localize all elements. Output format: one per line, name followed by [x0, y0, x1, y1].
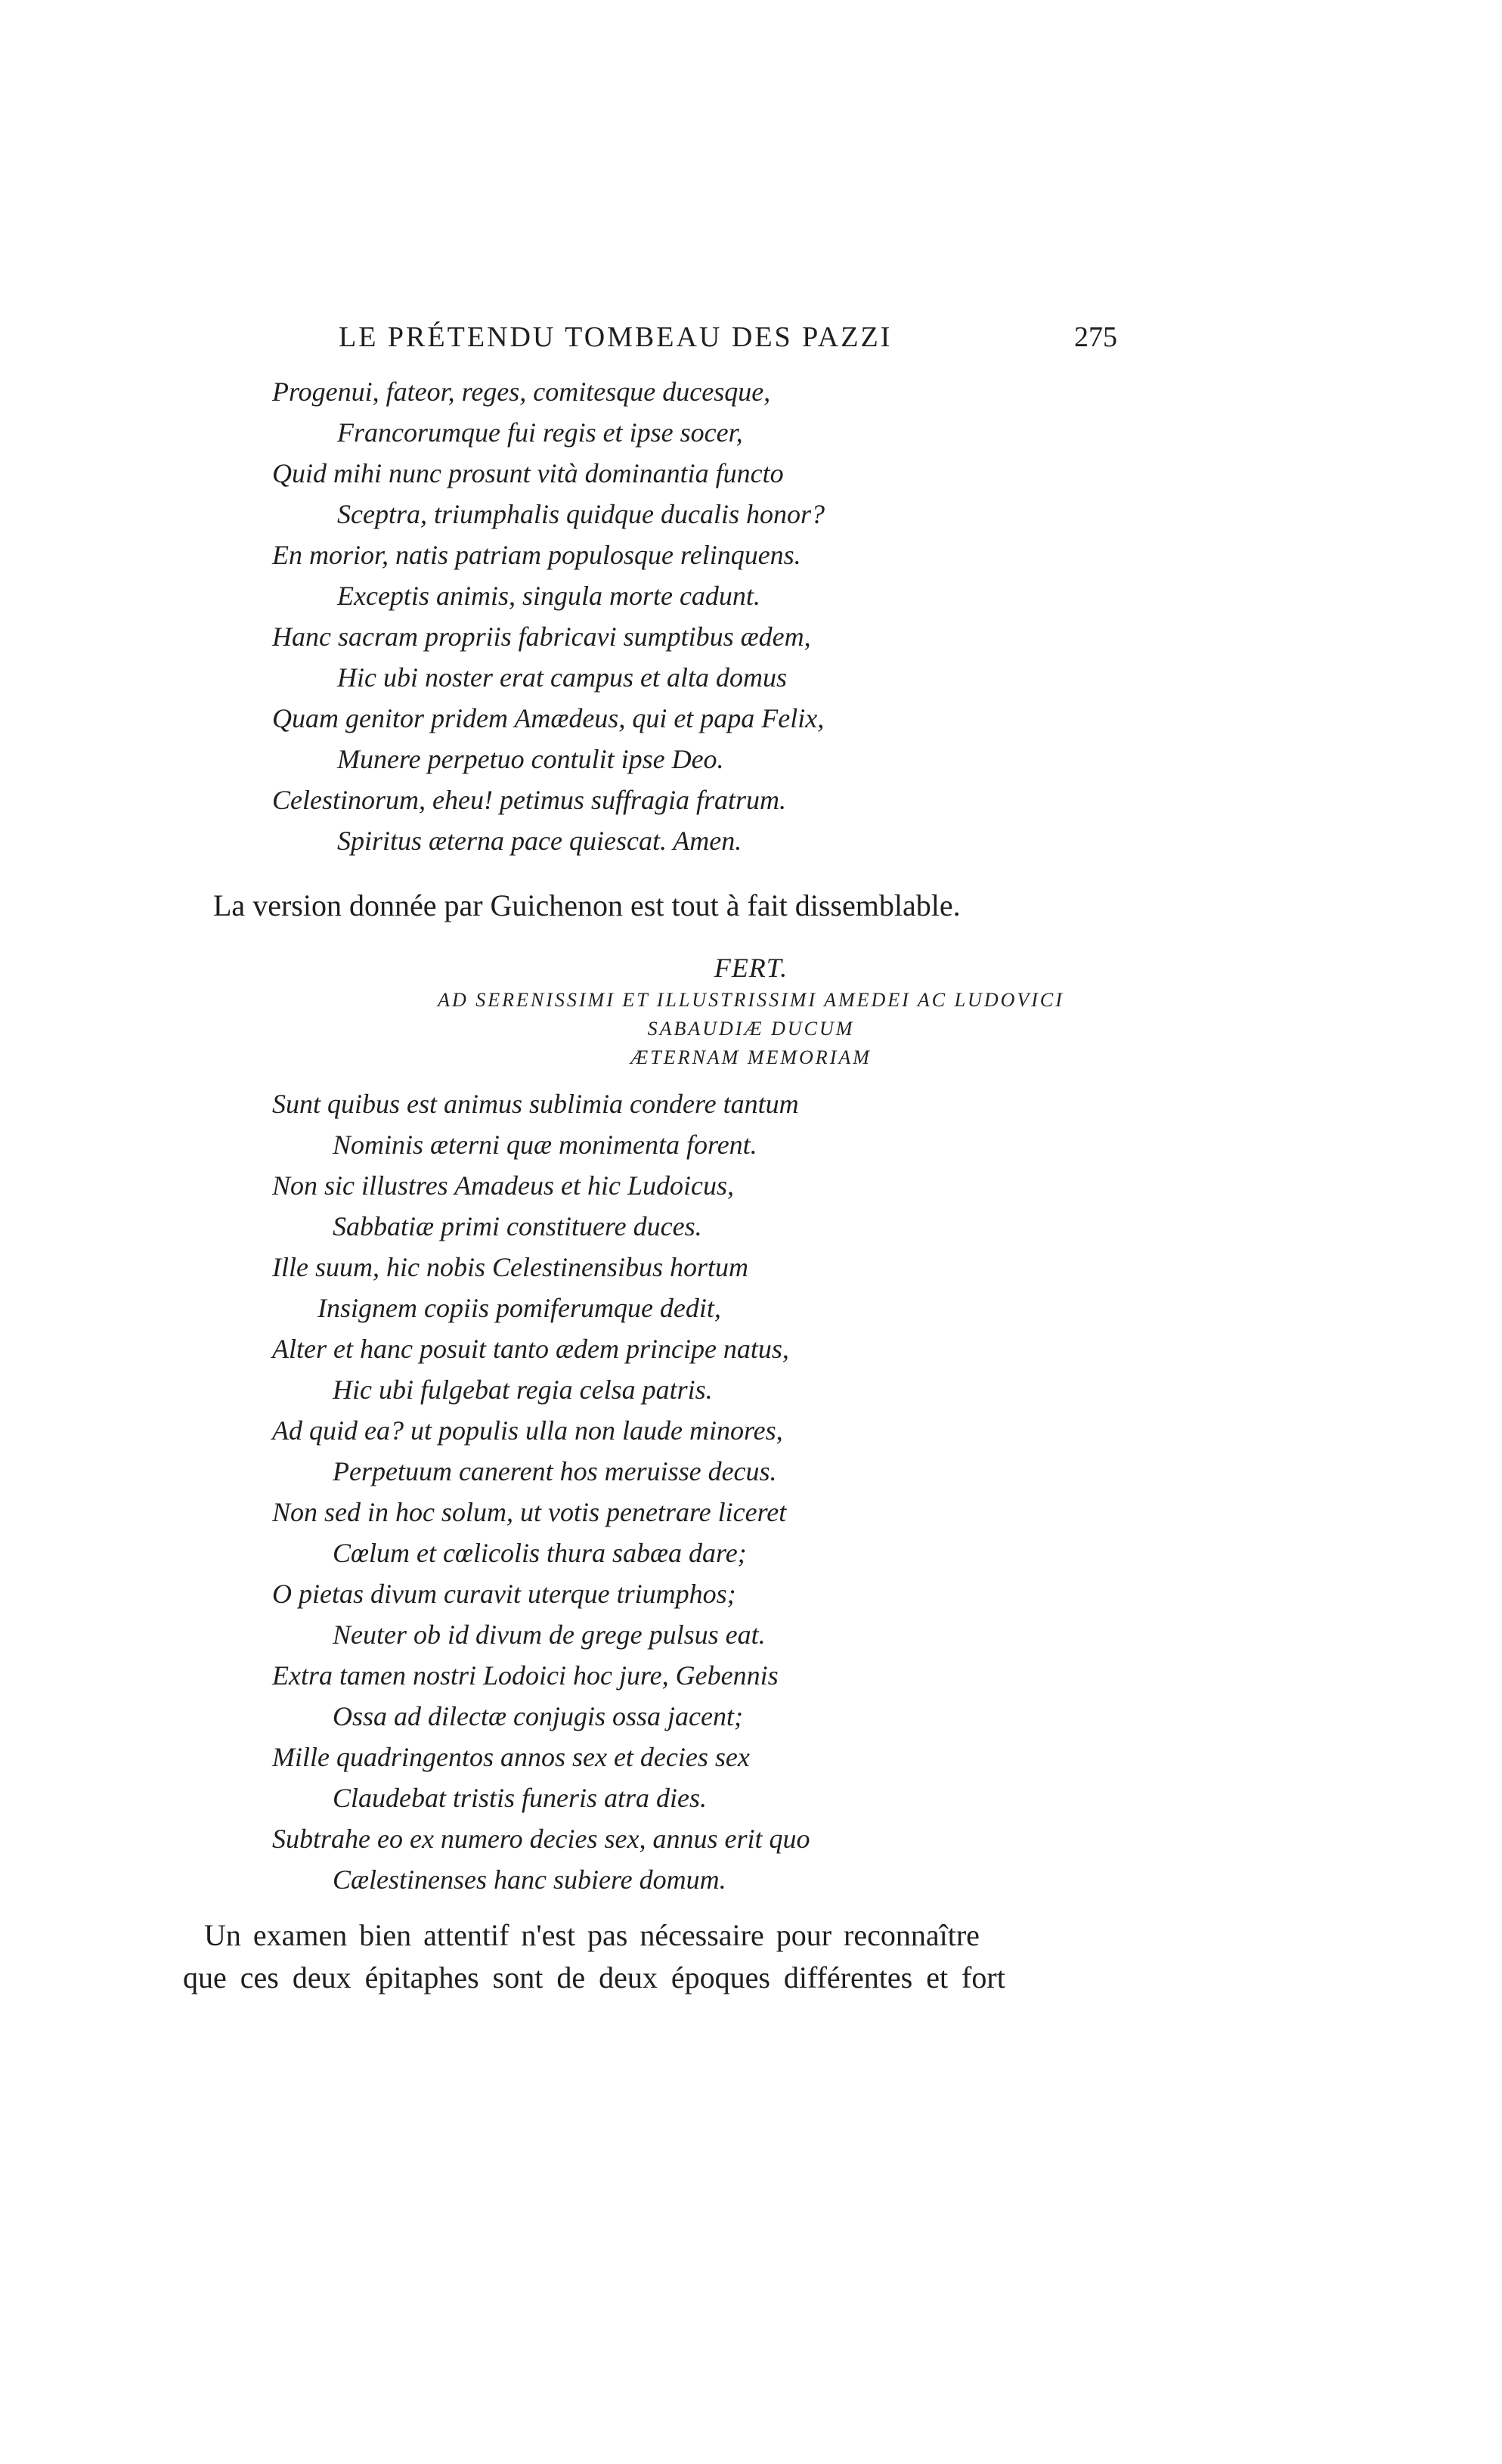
verse-line: Cœlum et cœlicolis thura sabæa dare;	[333, 1538, 747, 1568]
page-number: 275	[1074, 321, 1117, 353]
verse-line: O pietas divum curavit uterque triumphos;	[272, 1579, 736, 1609]
verse-line: Progenui, fateor, reges, comitesque ducesque,	[272, 377, 771, 407]
verse-line: Quid mihi nunc prosunt vità dominantia functo	[272, 458, 784, 488]
verse-line: Sceptra, triumphalis quidque ducalis honor?	[337, 499, 825, 529]
intro-paragraph: La version donnée par Guichenon est tout à fait dissemblable.	[213, 888, 961, 922]
inscription-heading-line: ÆTERNAM MEMORIAM	[630, 1046, 872, 1068]
running-title: LE PRÉTENDU TOMBEAU DES PAZZI	[339, 321, 893, 353]
running-head	[339, 321, 1117, 366]
paragraph-line: que ces deux épitaphes sont de deux époques différentes et fort	[183, 1960, 1005, 1994]
verse-line: Non sic illustres Amadeus et hic Ludoicus,	[272, 1170, 734, 1201]
verse-line: Ossa ad dilectæ conjugis ossa jacent;	[333, 1701, 743, 1731]
verse-line: Extra tamen nostri Lodoici hoc jure, Gebennis	[272, 1660, 779, 1691]
verse-line: Nominis æterni quæ monimenta forent.	[333, 1130, 757, 1160]
verse-line: Neuter ob id divum de grege pulsus eat.	[333, 1619, 766, 1650]
verse-line: Munere perpetuo contulit ipse Deo.	[337, 744, 724, 774]
verse-line: Quam genitor pridem Amædeus, qui et papa Felix,	[272, 703, 825, 733]
verse-line: Insignem copiis pomiferumque dedit,	[317, 1293, 721, 1323]
verse-line: Ille suum, hic nobis Celestinensibus hortum	[272, 1252, 748, 1282]
inscription-motto: FERT.	[714, 953, 788, 983]
verse-line: Perpetuum canerent hos meruisse decus.	[333, 1456, 777, 1486]
verse-line: Hic ubi noster erat campus et alta domus	[337, 662, 787, 693]
inscription-heading-line: SABAUDIÆ DUCUM	[647, 1018, 855, 1040]
verse-line: Claudebat tristis funeris atra dies.	[333, 1783, 708, 1813]
verse-line: Alter et hanc posuit tanto ædem principe natus,	[272, 1334, 789, 1364]
inscription-heading-line: AD SERENISSIMI ET ILLUSTRISSIMI AMEDEI AC LUDOVICI	[438, 989, 1064, 1011]
verse-line: Spiritus æterna pace quiescat. Amen.	[337, 826, 742, 856]
verse-line: Hanc sacram propriis fabricavi sumptibus ædem,	[272, 621, 811, 652]
verse-line: Exceptis animis, singula morte cadunt.	[337, 581, 760, 611]
verse-line: Sabbatiæ primi constituere duces.	[333, 1211, 702, 1241]
verse-line: En morior, natis patriam populosque relinquens.	[272, 540, 801, 570]
paragraph-line: Un examen bien attentif n'est pas nécessaire pour reconnaître	[204, 1918, 980, 1952]
verse-line: Subtrahe eo ex numero decies sex, annus erit quo	[272, 1824, 810, 1854]
verse-line: Mille quadringentos annos sex et decies sex	[272, 1742, 750, 1772]
verse-line: Celestinorum, eheu! petimus suffragia fratrum.	[272, 785, 786, 815]
verse-line: Ad quid ea? ut populis ulla non laude minores,	[272, 1415, 783, 1446]
verse-line: Sunt quibus est animus sublimia condere tantum	[272, 1089, 799, 1119]
verse-line: Hic ubi fulgebat regia celsa patris.	[333, 1375, 713, 1405]
verse-line: Cælestinenses hanc subiere domum.	[333, 1864, 726, 1895]
verse-line: Non sed in hoc solum, ut votis penetrare liceret	[272, 1497, 787, 1527]
verse-line: Francorumque fui regis et ipse socer,	[337, 417, 743, 448]
